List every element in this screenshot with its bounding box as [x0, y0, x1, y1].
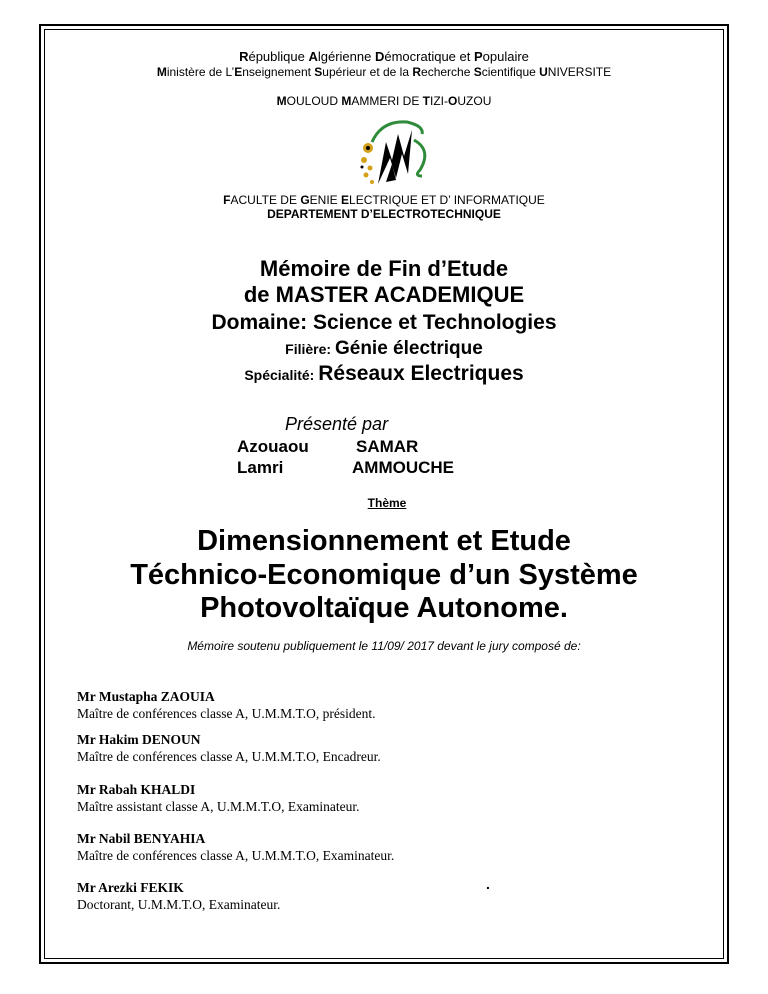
department-line: DEPARTEMENT D’ELECTROTECHNIQUE — [267, 207, 501, 221]
theme-label: Thème — [367, 496, 407, 510]
jury-member-role: Doctorant, U.M.M.T.O, Examinateur. — [77, 897, 281, 912]
thesis-title-line2: Téchnico-Economique d’un Système — [130, 559, 638, 591]
ministry-line: Ministère de L’Enseignement Supérieur et de la Recherche Scientifique UNIVERSITE — [156, 65, 612, 79]
jury-member — [77, 879, 280, 913]
jury-member-name: Mr Hakim DENOUN — [77, 732, 201, 747]
jury-member — [77, 781, 359, 815]
author-2-first: Lamri — [237, 458, 284, 477]
jury-member-role: Maître de conférences classe A, U.M.M.T.O, Encadreur. — [77, 749, 381, 764]
filiere-value: Génie électrique — [334, 338, 483, 359]
stray-period-mark: . — [486, 876, 490, 892]
thesis-title-line3: Photovoltaïque Autonome. — [200, 592, 568, 624]
university-logo-icon — [352, 112, 436, 196]
presented-by-label: Présenté par — [285, 414, 389, 434]
jury-member — [77, 731, 381, 765]
jury-member-name: Mr Mustapha ZAOUIA — [77, 689, 215, 704]
jury-member — [77, 688, 376, 722]
defense-statement: Mémoire soutenu publiquement le 11/09/ 2017 devant le jury composé de: — [187, 639, 581, 653]
author-1-first: Azouaou — [237, 437, 309, 456]
filiere-line — [0, 338, 768, 360]
republic-line: République Algérienne Démocratique et Populaire — [239, 49, 529, 64]
jury-member-role: Maître de conférences classe A, U.M.M.T.O, Examinateur. — [77, 848, 395, 863]
filiere-label: Filière: — [285, 341, 335, 357]
jury-member-name: Mr Rabah KHALDI — [77, 782, 196, 797]
faculty-line: FACULTE DE GENIE ELECTRIQUE ET D’ INFORMATIQUE — [223, 193, 545, 207]
memoire-title-line1: Mémoire de Fin d’Etude — [259, 256, 509, 281]
jury-member-name: Mr Arezki FEKIK — [77, 880, 184, 895]
author-1-last: SAMAR — [356, 437, 419, 456]
author-2-last: AMMOUCHE — [352, 458, 454, 477]
domain-line: Domaine: Science et Technologies — [211, 311, 557, 334]
specialite-value: Réseaux Electriques — [318, 362, 524, 385]
jury-member-role: Maître assistant classe A, U.M.M.T.O, Examinateur. — [77, 799, 360, 814]
specialite-label: Spécialité: — [244, 367, 319, 383]
university-line: MOULOUD MAMMERI DE TIZI-OUZOU — [276, 94, 492, 108]
thesis-title-line1: Dimensionnement et Etude — [197, 525, 571, 557]
jury-member — [77, 830, 394, 864]
memoire-title-line2: de MASTER ACADEMIQUE — [243, 282, 525, 307]
specialite-line — [0, 362, 768, 386]
jury-member-role: Maître de conférences classe A, U.M.M.T.O, président. — [77, 706, 376, 721]
jury-member-name: Mr Nabil BENYAHIA — [77, 831, 206, 846]
